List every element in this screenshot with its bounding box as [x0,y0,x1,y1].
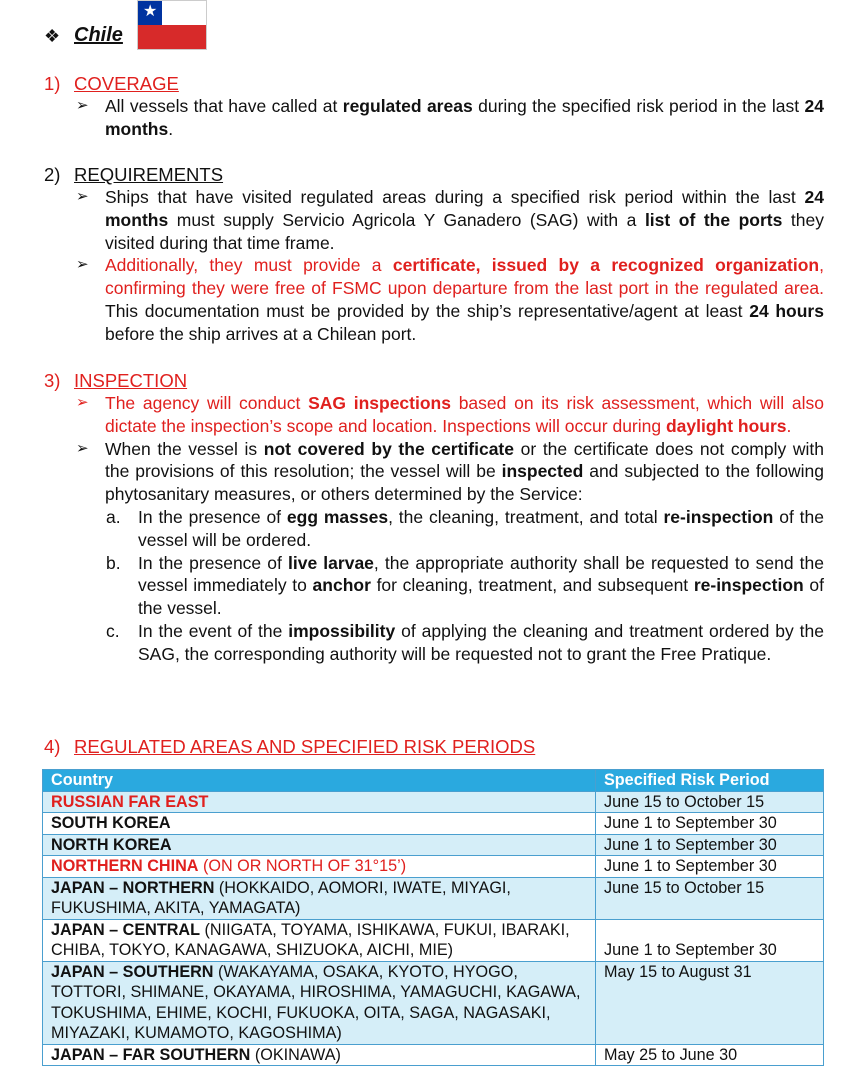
bullet-coverage-1: ➢ All vessels that have called at regulated areas during the specified risk period in the last 24 months. [76,96,825,139]
table-row [43,877,824,919]
bullet-inspection-1: ➢ The agency will conduct SAG inspections based on its risk assessment, which will also dictate the inspection’s scope and location. Inspections will occur during daylight hours. [76,393,824,436]
list-item-c: c. In the event of the impossibility of applying the cleaning and treatment ordered by the SAG, the corresponding authority will be requested not to grant the Free Pratique. [106,620,824,664]
period-cell: June 1 to September 30 [596,856,824,878]
chile-flag-icon: ★ [137,0,207,50]
country-cell: JAPAN – FAR SOUTHERN (OKINAWA) [43,1044,596,1066]
section-heading: 4) REGULATED AREAS AND SPECIFIED RISK PERIODS [44,736,536,757]
country-cell: JAPAN – NORTHERN (HOKKAIDO, AOMORI, IWATE, MIYAGI, FUKUSHIMA, AKITA, YAMAGATA) [43,877,596,919]
section-coverage [44,73,834,141]
section-requirements [44,164,834,346]
column-header-period: Specified Risk Period [596,770,824,792]
bullet-inspection-2: ➢ When the vessel is not covered by the certificate or the certificate does not comply with the provisions of this resolution; the vessel will be inspected and subjected to the following phytosanitary measures, or others determined by the Service: [76,438,824,505]
period-cell: June 1 to September 30 [596,813,824,835]
section-heading: 2) REQUIREMENTS [44,164,224,185]
bullet-requirements-2: ➢ Additionally, they must provide a certificate, issued by a recognized organization, confirming they were free of FSMC upon departure from the last port in the regulated area. This documentation must be provided by the ship’s representative/agent at least 24 hours before the ship arrives at a Chilean port. [76,255,824,344]
country-cell: JAPAN – SOUTHERN (WAKAYAMA, OSAKA, KYOTO, HYOGO, TOTTORI, SHIMANE, OKAYAMA, HIROSHIMA, YAMAGUCHI, KAGAWA, TOKUSHIMA, EHIME, KOCHI, FUKUOKA, OITA, SAGA, NAGASAKI, MIYAZAKI, KUMAMOTO, KAGOSHIMA) [43,961,596,1044]
arrow-bullet-icon: ➢ [76,394,89,411]
country-title: Chile [74,24,123,46]
section-heading: 1) COVERAGE [44,73,179,94]
arrow-bullet-icon: ➢ [76,439,89,457]
section-heading: 3) INSPECTION [44,370,188,391]
table-row [43,961,824,1044]
bullet-requirements-1: ➢ Ships that have visited regulated areas during a specified risk period within the last 24 months must supply Servicio Agricola Y Ganadero (SAG) with a list of the ports they visited during that time frame. [76,187,824,253]
table-row [43,919,824,961]
arrow-bullet-icon: ➢ [76,97,89,114]
country-cell: SOUTH KOREA [43,813,596,835]
list-item-a: a. In the presence of egg masses, the cleaning, treatment, and total re-inspection of the vessel will be ordered. [106,506,824,550]
country-cell: JAPAN – CENTRAL (NIIGATA, TOYAMA, ISHIKAWA, FUKUI, IBARAKI, CHIBA, TOKYO, KANAGAWA, SHIZUOKA, AICHI, MIE) [43,919,596,961]
diamond-bullet-icon: ❖ [44,26,61,46]
country-cell: RUSSIAN FAR EAST [43,791,596,813]
country-cell: NORTH KOREA [43,834,596,856]
table-row [43,791,824,813]
arrow-bullet-icon: ➢ [76,188,89,205]
table-header-row [43,770,824,792]
period-cell: June 15 to October 15 [596,877,824,919]
table-row [43,813,824,835]
section-inspection [44,370,834,666]
column-header-country: Country [43,770,596,792]
country-cell: NORTHERN CHINA (ON OR NORTH OF 31°15’) [43,856,596,878]
table-row [43,1044,824,1066]
country-heading [44,3,344,52]
table-row [43,856,824,878]
table-row [43,834,824,856]
period-cell: June 1 to September 30 [596,834,824,856]
list-item-b: b. In the presence of live larvae, the appropriate authority shall be requested to send the vessel immediately to anchor for cleaning, treatment, and subsequent re-inspection of the vessel. [106,552,825,619]
period-cell: May 15 to August 31 [596,961,824,1044]
section-regulated-areas [44,736,834,758]
risk-period-table [42,769,824,1066]
period-cell: May 25 to June 30 [596,1044,824,1066]
period-cell: June 1 to September 30 [596,919,824,961]
arrow-bullet-icon: ➢ [76,256,89,274]
period-cell: June 15 to October 15 [596,791,824,813]
